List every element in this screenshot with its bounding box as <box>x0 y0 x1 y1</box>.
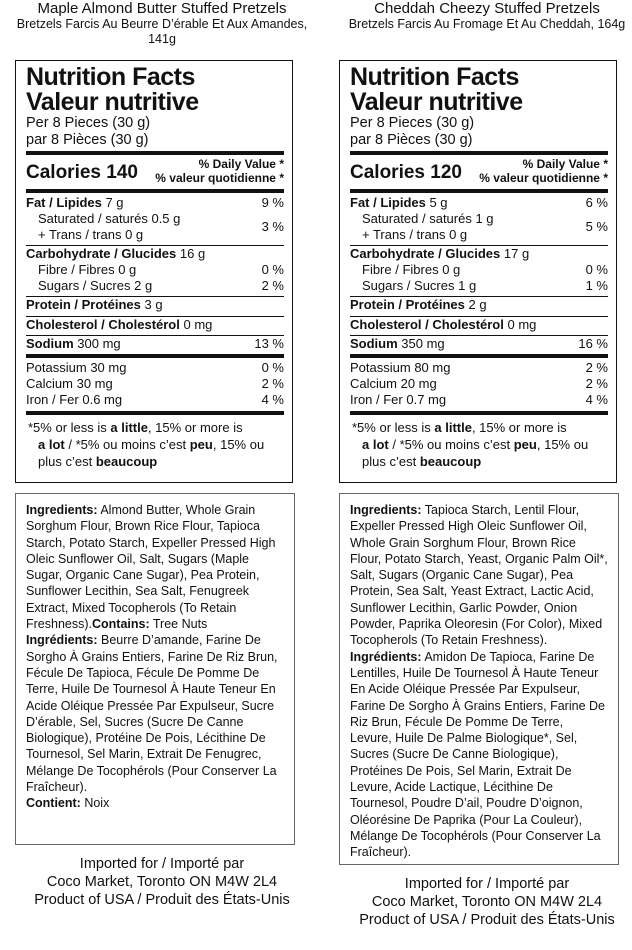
iron-label: Iron / Fer <box>350 392 403 407</box>
iron-value: 0.6 mg <box>82 392 123 407</box>
nutrition-title-en: Nutrition Facts <box>350 63 519 91</box>
country-of-origin: Product of USA / Produit des États-Unis <box>34 892 290 908</box>
nutrition-facts-panel <box>339 60 617 483</box>
potassium-value: 80 mg <box>414 360 451 375</box>
calories-row <box>26 155 284 189</box>
trans-value: 0 g <box>125 227 144 242</box>
sodium-value: 350 mg <box>401 336 445 351</box>
trans-label: + Trans / trans <box>362 227 446 242</box>
sugars-label: Sugars / Sucres <box>362 278 455 293</box>
nutrition-title-en: Nutrition Facts <box>26 63 195 91</box>
ingredients-label: Ingredients: <box>350 503 422 517</box>
fibre-row <box>26 262 284 278</box>
divider <box>350 189 608 193</box>
carb-row <box>350 246 608 262</box>
potassium-dv: 2 % <box>585 360 608 375</box>
calcium-dv: 2 % <box>585 376 608 391</box>
calcium-dv: 2 % <box>261 376 284 391</box>
sugars-value: 2 g <box>134 278 153 293</box>
calories-label: Calories <box>350 162 425 183</box>
ingredients-label: Ingredients: <box>26 503 98 517</box>
product-header <box>337 0 632 58</box>
protein-label: Protein / Protéines <box>350 297 465 312</box>
country-of-origin: Product of USA / Produit des États-Unis <box>359 912 615 928</box>
product-name: Maple Almond Butter Stuffed Pretzels <box>37 0 287 17</box>
importer-info <box>337 875 632 929</box>
sat-trans-dv: 5 % <box>585 219 608 234</box>
carb-label: Carbohydrate / Glucides <box>350 246 501 261</box>
serving-size-fr: par 8 Pièces (30 g) <box>26 132 149 148</box>
fibre-row <box>350 262 608 278</box>
chol-label: Cholesterol / Cholestérol <box>350 317 504 332</box>
iron-label: Iron / Fer <box>26 392 79 407</box>
fat-value: 7 g <box>105 195 124 210</box>
calcium-row <box>26 376 284 392</box>
potassium-label: Potassium <box>26 360 87 375</box>
ingredients-panel <box>15 493 295 845</box>
importer-address: Coco Market, Toronto ON M4W 2L4 <box>371 894 603 910</box>
serving-size-fr: par 8 Pièces (30 g) <box>350 132 473 148</box>
saturated-row <box>26 211 180 227</box>
divider <box>26 189 284 193</box>
trans-row <box>26 227 180 243</box>
fibre-label: Fibre / Fibres <box>38 262 115 277</box>
calories <box>26 163 138 183</box>
ingredients-text: Almond Butter, Whole Grain Sorghum Flour, Brown Rice Flour, Tapioca Starch, Potato Starch, Expeller Pressed High Oleic Sunflower Oil, Salt, Sugars (Maple Sugar, Organic Cane Sugar), Pea Protein, Sunflower Lecithin, Sea Salt, Fenugreek Extract, Mixed Tocopherols (To Retain Freshness). <box>26 503 276 632</box>
sugars-dv: 1 % <box>585 278 608 293</box>
carb-label: Carbohydrate / Glucides <box>26 246 177 261</box>
importer-address: Coco Market, Toronto ON M4W 2L4 <box>46 874 278 890</box>
daily-value-footnote: *5% or less is a little, 15% or more is a lot / *5% ou moins c’est peu, 15% ou plus c’est beaucoup <box>28 420 265 469</box>
fat-value: 5 g <box>429 195 448 210</box>
sodium-value: 300 mg <box>77 336 121 351</box>
nutrition-title-fr: Valeur nutritive <box>26 88 199 116</box>
fibre-value: 0 g <box>118 262 137 277</box>
fat-row <box>350 195 608 211</box>
nutrition-facts-panel <box>15 60 293 483</box>
contains-text: Tree Nuts <box>149 617 208 632</box>
fibre-value: 0 g <box>442 262 461 277</box>
trans-value: 0 g <box>449 227 468 242</box>
daily-value-header <box>155 157 284 185</box>
sodium-dv: 13 % <box>254 336 284 351</box>
iron-dv: 4 % <box>261 392 284 407</box>
contains-label: Contains: <box>92 617 150 632</box>
ingredients-fr-label: Ingrédients: <box>350 649 422 664</box>
sugars-label: Sugars / Sucres <box>38 278 131 293</box>
fat-label: Fat / Lipides <box>26 195 102 210</box>
calories <box>350 163 462 183</box>
chol-value: 0 mg <box>507 317 537 332</box>
calcium-value: 20 mg <box>400 376 437 391</box>
potassium-row <box>350 360 608 376</box>
potassium-row <box>26 360 284 376</box>
protein-value: 2 g <box>468 297 487 312</box>
calories-value: 120 <box>430 162 462 183</box>
carb-value: 17 g <box>503 246 530 261</box>
trans-row <box>350 227 494 243</box>
importer-info <box>12 855 312 909</box>
protein-row <box>350 297 608 313</box>
ingredients-fr-text: Beurre D’amande, Farine De Sorgho À Grains Entiers, Farine De Riz Brun, Fécule De Tapioca, Fécule De Pomme De Terre, Huile De Tournesol À Haute Teneur En Acide Oléique Pressée Par Expulseur, Sucre D’érable, Sel, Sucres (Sucre De Canne Biologique), Protéine De Pois, Lécithine De Tournesol, Sel Marin, Extrait De Fenugrec, Mélange De Tocophérols (Pour Conserver La Fraîcheur). <box>26 633 278 795</box>
daily-value-en: % Daily Value * <box>198 157 284 171</box>
product-header <box>12 0 312 58</box>
divider <box>26 411 284 415</box>
product-subtitle: Bretzels Farcis Au Fromage Et Au Cheddah, 164g <box>348 17 626 31</box>
serving-size-en: Per 8 Pieces (30 g) <box>350 115 475 131</box>
sodium-label: Sodium <box>26 336 74 351</box>
divider <box>350 354 608 358</box>
ingredients-fr-label: Ingrédients: <box>26 633 98 648</box>
sugars-value: 1 g <box>458 278 477 293</box>
contient-text: Noix <box>80 796 110 811</box>
daily-value-footnote: *5% or less is a little, 15% or more is a lot / *5% ou moins c’est peu, 15% ou plus c’est beaucoup <box>352 420 589 469</box>
iron-row <box>350 392 608 408</box>
potassium-dv: 0 % <box>261 360 284 375</box>
iron-row <box>26 392 284 408</box>
fibre-label: Fibre / Fibres <box>362 262 439 277</box>
product-column-maple <box>12 0 312 909</box>
product-subtitle: Bretzels Farcis Au Beurre D’érable Et Aux Amandes, 141g <box>16 17 308 46</box>
calcium-label: Calcium <box>26 376 73 391</box>
protein-label: Protein / Protéines <box>26 297 141 312</box>
chol-label: Cholesterol / Cholestérol <box>26 317 180 332</box>
ingredients-panel <box>339 493 619 865</box>
calories-label: Calories <box>26 162 101 183</box>
calcium-value: 30 mg <box>76 376 113 391</box>
calories-row <box>350 155 608 189</box>
fat-dv: 9 % <box>261 195 284 210</box>
divider <box>26 354 284 358</box>
sugars-row <box>350 278 608 294</box>
saturated-row <box>350 211 494 227</box>
serving-size-en: Per 8 Pieces (30 g) <box>26 115 151 131</box>
calcium-row <box>350 376 608 392</box>
divider <box>350 411 608 415</box>
fibre-dv: 0 % <box>585 262 608 277</box>
potassium-value: 30 mg <box>90 360 127 375</box>
sat-label: Saturated / saturés <box>38 211 148 226</box>
iron-dv: 4 % <box>585 392 608 407</box>
fat-dv: 6 % <box>585 195 608 210</box>
protein-row <box>26 297 284 313</box>
sodium-dv: 16 % <box>578 336 608 351</box>
daily-value-fr: % valeur quotidienne * <box>155 171 284 185</box>
sat-trans-dv: 3 % <box>261 219 284 234</box>
trans-label: + Trans / trans <box>38 227 122 242</box>
sodium-row <box>350 336 608 352</box>
sat-trans-group <box>26 211 284 243</box>
sugars-row <box>26 278 284 294</box>
sat-trans-group <box>350 211 608 243</box>
daily-value-fr: % valeur quotidienne * <box>479 171 608 185</box>
cholesterol-row <box>350 317 608 333</box>
ingredients-fr-text: Amidon De Tapioca, Farine De Lentilles, Huile De Tournesol À Haute Teneur En Acide Oléique Pressée Par Expulseur, Farine De Sorgho À Grains Entiers, Farine De Riz Brun, Fécule De Pomme De Terre, Levure, Huile De Palme Biologique*, Sel, Sucres (Sucre De Canne Biologique), Protéines De Pois, Sel Marin, Extrait De Levure, Acide Lactique, Lécithine De Tournesol, Poudre D’ail, Poudre D’oignon, Oléorésine De Paprika (Pour La Couleur), Mélange De Tocophérols (Pour Conserver La Fraîcheur). <box>350 649 605 860</box>
carb-value: 16 g <box>179 246 206 261</box>
sugars-dv: 2 % <box>261 278 284 293</box>
daily-value-header <box>479 157 608 185</box>
imported-for: Imported for / Importé par <box>404 876 570 892</box>
sodium-row <box>26 336 284 352</box>
nutrition-title-fr: Valeur nutritive <box>350 88 523 116</box>
iron-value: 0.7 mg <box>406 392 447 407</box>
sat-value: 1 g <box>475 211 494 226</box>
calories-value: 140 <box>106 162 138 183</box>
fibre-dv: 0 % <box>261 262 284 277</box>
product-name: Cheddah Cheezy Stuffed Pretzels <box>374 0 600 17</box>
carb-row <box>26 246 284 262</box>
product-column-cheddah <box>337 0 632 929</box>
potassium-label: Potassium <box>350 360 411 375</box>
protein-value: 3 g <box>144 297 163 312</box>
fat-row <box>26 195 284 211</box>
chol-value: 0 mg <box>183 317 213 332</box>
fat-label: Fat / Lipides <box>350 195 426 210</box>
calcium-label: Calcium <box>350 376 397 391</box>
ingredients-text: Tapioca Starch, Lentil Flour, Expeller Pressed High Oleic Sunflower Oil, Whole Grain Sorghum Flour, Brown Rice Flour, Potato Starch, Yeast, Organic Palm Oil*, Salt, Sugars (Organic Cane Sugar), Pea Protein, Sea Salt, Yeast Extract, Lactic Acid, Sunflower Lecithin, Garlic Powder, Onion Powder, Paprika Oleoresin (For Color), Mixed Tocopherols (To Retain Freshness). <box>350 503 608 648</box>
cholesterol-row <box>26 317 284 333</box>
daily-value-en: % Daily Value * <box>522 157 608 171</box>
imported-for: Imported for / Importé par <box>79 856 245 872</box>
sat-label: Saturated / saturés <box>362 211 472 226</box>
sodium-label: Sodium <box>350 336 398 351</box>
contient-label: Contient: <box>26 796 81 811</box>
sat-value: 0.5 g <box>151 211 181 226</box>
